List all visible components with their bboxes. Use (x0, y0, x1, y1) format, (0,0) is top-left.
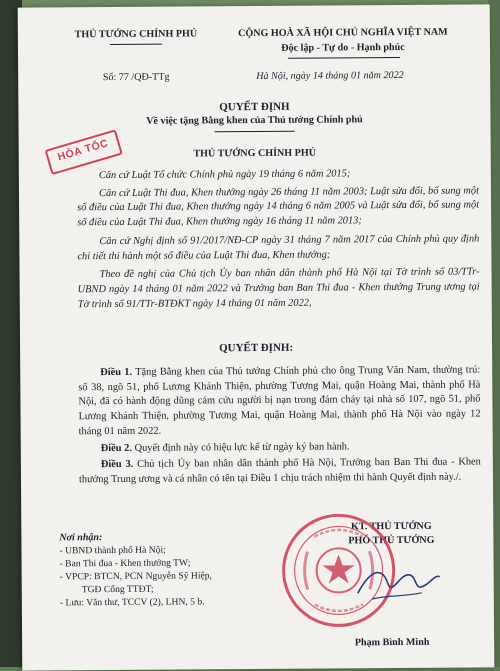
signer-name: Phạm Bình Minh (354, 636, 430, 649)
recipient-item: - Lưu: Văn thư, TCCV (2), LHN, 5 b. (59, 596, 205, 609)
recipient-item: - VPCP: BTCN, PCN Nguyễn Sỹ Hiệp, (59, 570, 212, 583)
recipient-item: TGĐ Cổng TTĐT; (81, 583, 154, 596)
decision-heading: QUYẾT ĐỊNH: (219, 341, 294, 355)
document-subject: Về việc tặng Bằng khen của Thủ tướng Chính phủ (146, 114, 363, 127)
authority-underline (110, 44, 162, 45)
issuer-title: THỦ TƯỚNG CHÍNH PHỦ (193, 147, 317, 160)
legal-bases (77, 166, 480, 312)
signer-position: PHÓ THỦ TƯỚNG (348, 534, 435, 547)
basis-1: Căn cứ Luật Tổ chức Chính phủ ngày 19 tháng 6 năm 2015; (98, 168, 351, 182)
article-1-text: Tặng Bằng khen của Thủ tướng Chính phủ cho ông Trung Văn Nam, thường trú: số 38, ngõ 51, phố Lương Khánh Thiện, phường Tương Mai, quận Hoàng Mai, thành phố Hà Nội, đã có hành động dũng cảm cứu người bị nạn trong đám cháy tại nhà số 107, ngõ 51, phố Lương Khánh Thiện, phường Tương Mai, quận Hoàng Mai, thành phố Hà Nội vào ngày 12 tháng 01 năm 2022. (78, 364, 481, 438)
national-motto: Độc lập - Tự do - Hạnh phúc (281, 41, 405, 54)
article-2-label: Điều 2. (100, 442, 132, 454)
motto-underline (288, 57, 400, 59)
recipient-item: - Ban Thi đua - Khen thưởng TW; (59, 557, 191, 570)
subject-underline (215, 131, 295, 133)
recipient-item: - UBND thành phố Hà Nội; (59, 544, 166, 557)
document-number: Số: 77 /QĐ-TTg (102, 71, 170, 84)
article-3 (79, 456, 481, 488)
article-1 (78, 363, 481, 439)
basis-3: Căn cứ Nghị định số 91/2017/NĐ-CP ngày 31 tháng 7 năm 2017 của Chính phủ quy định chi tiết thi hành một số điều của Luật Thi đua, Khen thưởng; (77, 233, 480, 262)
national-title: CỘNG HOÀ XÃ HỘI CHỦ NGHĨA VIỆT NAM (238, 26, 448, 40)
recipients-heading: Nơi nhận: (59, 532, 103, 544)
recipients-block (59, 530, 212, 609)
urgent-stamp-label: HỎA TỐC (56, 137, 110, 164)
article-3-label: Điều 3. (100, 459, 134, 471)
document-page (18, 4, 495, 670)
issuing-authority: THỦ TƯỚNG CHÍNH PHỦ (74, 28, 198, 41)
basis-4: Theo đề nghị của Chủ tịch Ủy ban nhân dân thành phố Hà Nội tại Tờ trình số 03/TTr-UBND ngày 14 tháng 01 năm 2022 và Trưởng ban Ban Thi đua - Khen thưởng Trung ương tại Tờ trình số 91/TTr-BTĐKT ngày 14 tháng 01 năm 2022, (77, 266, 480, 310)
article-3-text: Chủ tịch Ủy ban nhân dân thành phố Hà Nội, Trưởng ban Ban Thi đua - Khen thưởng Trung ương và cá nhân có tên tại Điều 1 chịu trách nhiệm thi hành Quyết định này./. (78, 456, 481, 486)
article-2-text: Quyết định này có hiệu lực kể từ ngày ký ban hành. (134, 440, 350, 454)
article-2 (79, 439, 481, 457)
signer-authority: KT. THỦ TƯỚNG (350, 520, 432, 533)
basis-2: Căn cứ Luật Thi đua, Khen thưởng ngày 26 tháng 11 năm 2003; Luật sửa đổi, bổ sung một số điều của Luật Thi đua, Khen thưởng ngày 14 tháng 6 năm 2005 và Luật sửa đổi, bổ sung một số điều của Luật Thi đua, Khen thưởng ngày 16 tháng 11 năm 2013; (77, 185, 480, 229)
document-type: QUYẾT ĐỊNH (219, 100, 290, 114)
document-date: Hà Nội, ngày 14 tháng 01 năm 2022 (256, 69, 404, 82)
article-1-label: Điều 1. (100, 366, 133, 379)
articles (78, 363, 481, 487)
signature-icon (352, 553, 442, 614)
